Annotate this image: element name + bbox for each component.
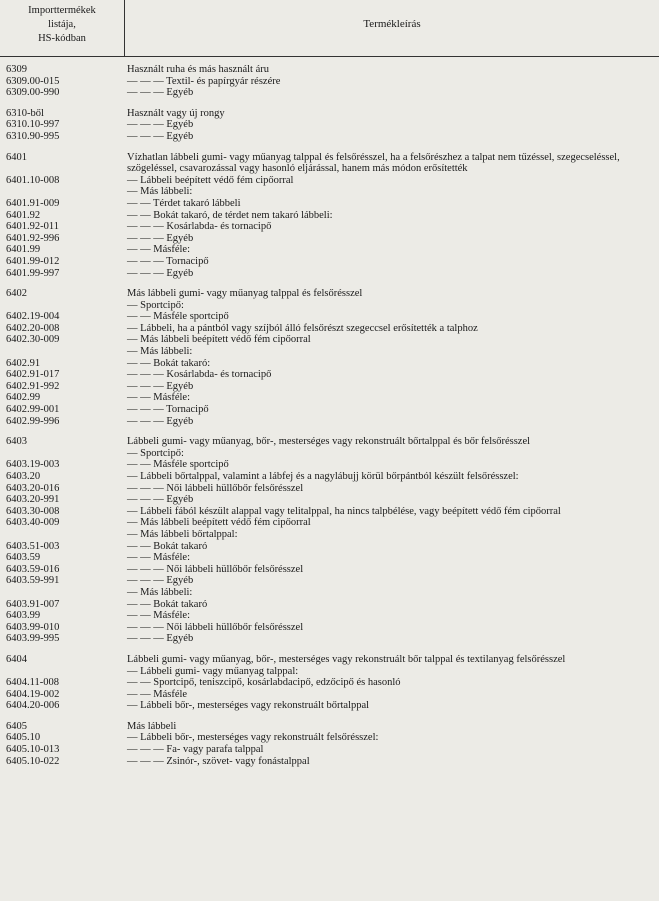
product-description: — Sportcipő: <box>127 447 184 459</box>
hs-code: 6403.20-016 <box>6 482 60 494</box>
hs-code: 6402.30-009 <box>6 334 60 346</box>
table-row <box>0 210 659 222</box>
product-description: — — — Női lábbeli hüllőbőr felsőrésszel <box>127 563 304 575</box>
group-spacer <box>0 712 659 721</box>
group-spacer <box>0 143 659 152</box>
table-row <box>0 334 659 346</box>
product-description: — Más lábbeli: <box>127 346 193 358</box>
description-column-header: Termékleírás <box>363 18 421 30</box>
product-description: — — Másféle: <box>127 552 190 564</box>
table-row <box>0 186 659 198</box>
product-description: — — Sportcipő, teniszcipő, kosárlabdacipő, edzőcipő és hasonló <box>127 677 401 689</box>
table-row <box>0 689 659 701</box>
hs-code: 6402.20-008 <box>6 322 60 334</box>
hs-code: 6310.10-997 <box>6 119 60 131</box>
product-description: — — — Egyéb <box>127 415 194 427</box>
product-description: Használt ruha és más használt áru <box>127 64 269 75</box>
product-description: — — Bokát takaró <box>127 598 208 610</box>
product-description: — Más lábbeli beépített védő fém cipőorral <box>127 517 311 529</box>
hs-code <box>0 587 127 599</box>
hs-code: 6401.91-009 <box>6 197 60 209</box>
hs-code <box>0 186 127 198</box>
product-description: — — — Zsinór-, szövet- vagy fonástalppal <box>127 755 310 767</box>
hs-code: 6401 <box>6 151 27 163</box>
product-description: Használt vagy új rongy <box>127 107 225 119</box>
table-row <box>0 448 659 460</box>
hs-code: 6405.10-022 <box>6 755 60 767</box>
hs-code <box>0 346 127 358</box>
product-description: — — Másféle: <box>127 610 190 622</box>
product-description: — Lábbeli bőrtalppal, valamint a lábfej és a nagylábujj körül bőrpántból készült felsőrésszel: <box>127 471 519 482</box>
product-description: — — Másféle: <box>127 392 190 404</box>
table-row <box>0 471 659 483</box>
group-spacer <box>0 279 659 288</box>
product-description: — — — Egyéb <box>127 267 194 279</box>
product-description: — — — Fa- vagy parafa talppal <box>127 744 264 756</box>
table-row <box>0 256 659 268</box>
hs-code: 6402 <box>6 288 27 300</box>
table-row <box>0 599 659 611</box>
table-row <box>0 756 659 768</box>
hs-code: 6402.91-992 <box>6 380 60 392</box>
hs-code: 6403.99-995 <box>6 633 60 645</box>
product-description: Lábbeli gumi- vagy műanyag, bőr-, mesterséges vagy rekonstruált bőrtalppal és bőr felsőrésszel <box>127 436 531 448</box>
table-row <box>0 436 659 448</box>
product-description: — — — Egyéb <box>127 494 194 506</box>
table-row <box>0 575 659 587</box>
product-description: — Lábbeli fából készült alappal vagy telitalppal, ha nincs talpbélése, vagy beépített védő fém cipőorral <box>127 505 561 517</box>
hs-code: 6403.51-003 <box>6 540 60 552</box>
product-description: — — — Egyéb <box>127 633 194 645</box>
product-description: — Más lábbeli beépített védő fém cipőorral <box>127 334 311 346</box>
hs-code <box>0 529 127 541</box>
hs-code: 6403.30-008 <box>6 505 60 517</box>
hs-code <box>0 300 127 312</box>
hs-code: 6402.91 <box>6 357 41 369</box>
table-row <box>0 404 659 416</box>
hs-code: 6310-ből <box>6 107 44 119</box>
table-row <box>0 700 659 712</box>
table-body <box>0 64 659 767</box>
hs-code: 6403.59 <box>6 552 41 564</box>
table-header <box>0 0 659 57</box>
hs-code: 6405 <box>6 720 27 732</box>
table-row <box>0 244 659 256</box>
code-header-line: listája, <box>48 19 76 30</box>
product-description: — — Másféle <box>127 688 188 700</box>
product-description: Vízhatlan lábbeli gumi- vagy műanyag talppal és felsőrésszel, ha a felsőrészhez a talpat nem tűzéssel, szegecseléssel, szögeléssel, csavarozással vagy hasonló eljárással, hanem más módon erősítették <box>127 151 620 175</box>
hs-code: 6401.99-997 <box>6 267 60 279</box>
table-row <box>0 87 659 99</box>
table-row <box>0 268 659 280</box>
table-row <box>0 517 659 529</box>
hs-code: 6402.99-996 <box>6 415 60 427</box>
table-row <box>0 506 659 518</box>
product-description: — Sportcipő: <box>127 299 184 311</box>
product-description: — — — Női lábbeli hüllőbőr felsőrésszel <box>127 482 304 494</box>
product-description: — — — Női lábbeli hüllőbőr felsőrésszel <box>127 621 304 633</box>
hs-code: 6403.20 <box>6 471 41 482</box>
table-row <box>0 108 659 120</box>
hs-code: 6404.11-008 <box>6 677 59 689</box>
product-description: — — Térdet takaró lábbeli <box>127 197 241 209</box>
hs-code: 6309.00-015 <box>6 75 60 87</box>
code-column-header <box>0 4 124 46</box>
table-row <box>0 483 659 495</box>
table-row <box>0 610 659 622</box>
table-row <box>0 677 659 689</box>
product-description: — — Bokát takaró <box>127 540 208 552</box>
product-description: — — — Egyéb <box>127 380 194 392</box>
hs-code: 6403.99-010 <box>6 621 60 633</box>
table-row <box>0 392 659 404</box>
table-row <box>0 744 659 756</box>
product-description: — Más lábbeli: <box>127 186 193 198</box>
hs-code: 6401.92 <box>6 209 41 221</box>
product-description: — — Bokát takaró, de térdet nem takaró lábbeli: <box>127 209 333 221</box>
product-description: — — — Tornacipő <box>127 404 209 416</box>
table-row <box>0 300 659 312</box>
hs-code: 6402.91-017 <box>6 369 60 381</box>
table-row <box>0 221 659 233</box>
hs-code: 6309 <box>6 64 27 75</box>
product-description: — Lábbeli beépített védő fém cipőorral <box>127 174 294 186</box>
hs-code <box>0 448 127 460</box>
table-row <box>0 288 659 300</box>
hs-code: 6402.99-001 <box>6 404 60 416</box>
product-description: — Lábbeli, ha a pántból vagy szíjból álló felsőrészt szegeccsel erősítették a talphoz <box>127 322 478 334</box>
hs-code: 6404 <box>6 653 27 665</box>
hs-code: 6401.99 <box>6 244 41 256</box>
product-description: Más lábbeli <box>127 720 177 732</box>
table-row <box>0 494 659 506</box>
table-row <box>0 233 659 245</box>
table-row <box>0 381 659 393</box>
table-row <box>0 541 659 553</box>
table-row <box>0 369 659 381</box>
table-row <box>0 459 659 471</box>
table-row <box>0 175 659 187</box>
product-description: — — Másféle sportcipő <box>127 311 229 323</box>
product-description: — Lábbeli gumi- vagy műanyag talppal: <box>127 665 299 677</box>
table-row <box>0 131 659 143</box>
hs-code: 6405.10-013 <box>6 744 60 756</box>
product-description: — — Másféle: <box>127 244 190 256</box>
hs-code: 6309.00-990 <box>6 87 60 99</box>
hs-code: 6404.19-002 <box>6 688 60 700</box>
hs-code: 6401.99-012 <box>6 255 60 267</box>
code-header-line: HS-kódban <box>38 33 86 44</box>
product-description: — — — Egyéb <box>127 575 194 587</box>
hs-code: 6403.59-991 <box>6 575 60 587</box>
product-description: — Lábbeli bőr-, mesterséges vagy rekonstruált bőrtalppal <box>127 700 370 712</box>
hs-code: 6403.40-009 <box>6 517 60 529</box>
hs-code: 6403 <box>6 436 27 448</box>
table-row <box>0 358 659 370</box>
table-row <box>0 633 659 645</box>
hs-code: 6402.99 <box>6 392 41 404</box>
group-spacer <box>0 645 659 654</box>
table-row <box>0 346 659 358</box>
hs-code: 6401.10-008 <box>6 174 60 186</box>
product-description: Lábbeli gumi- vagy műanyag, bőr-, mesterséges vagy rekonstruált bőr talppal és textilanyag felsőrésszel <box>127 653 566 665</box>
product-description: — Más lábbeli bőrtalppal: <box>127 528 238 540</box>
product-description: — — Bokát takaró: <box>127 357 211 369</box>
product-description: — Lábbeli bőr-, mesterséges vagy rekonstruált felsőrésszel: <box>127 732 379 744</box>
hs-code <box>0 666 127 678</box>
table-row <box>0 64 659 76</box>
product-description: — — Másféle sportcipő <box>127 459 229 471</box>
product-description: Más lábbeli gumi- vagy műanyag talppal és felsőrésszel <box>127 288 363 300</box>
hs-code: 6403.59-016 <box>6 563 60 575</box>
hs-code: 6310.90-995 <box>6 130 60 142</box>
table-row <box>0 732 659 744</box>
hs-code: 6403.20-991 <box>6 494 60 506</box>
table-row <box>0 416 659 428</box>
table-row <box>0 198 659 210</box>
hs-code: 6402.19-004 <box>6 311 60 323</box>
table-row <box>0 323 659 335</box>
product-description: — Más lábbeli: <box>127 586 193 598</box>
table-row <box>0 654 659 666</box>
hs-code: 6403.19-003 <box>6 459 60 471</box>
hs-code: 6401.92-996 <box>6 232 60 244</box>
table-row <box>0 622 659 634</box>
hs-code: 6403.91-007 <box>6 598 60 610</box>
product-description: — — — Egyéb <box>127 130 194 142</box>
product-description: — — — Egyéb <box>127 87 194 99</box>
product-description: — — — Egyéb <box>127 232 194 244</box>
product-description: — — — Egyéb <box>127 119 194 131</box>
hs-code: 6404.20-006 <box>6 700 60 712</box>
hs-code: 6401.92-011 <box>6 221 59 233</box>
group-spacer <box>0 427 659 436</box>
table-row <box>0 721 659 733</box>
table-row <box>0 119 659 131</box>
table-row <box>0 311 659 323</box>
table-row <box>0 552 659 564</box>
product-description: — — — Textil- és papírgyár részére <box>127 75 281 87</box>
group-spacer <box>0 99 659 108</box>
hs-code: 6403.99 <box>6 610 41 622</box>
table-row <box>0 587 659 599</box>
hs-code: 6405.10 <box>6 732 41 744</box>
table-row <box>0 564 659 576</box>
product-description: — — — Tornacipő <box>127 255 209 267</box>
product-description: — — — Kosárlabda- és tornacipő <box>127 221 272 233</box>
table-row <box>0 529 659 541</box>
table-row <box>0 76 659 88</box>
product-description: — — — Kosárlabda- és tornacipő <box>127 369 272 381</box>
code-header-line: Importtermékek <box>28 5 96 16</box>
table-row <box>0 152 659 175</box>
table-row <box>0 666 659 678</box>
